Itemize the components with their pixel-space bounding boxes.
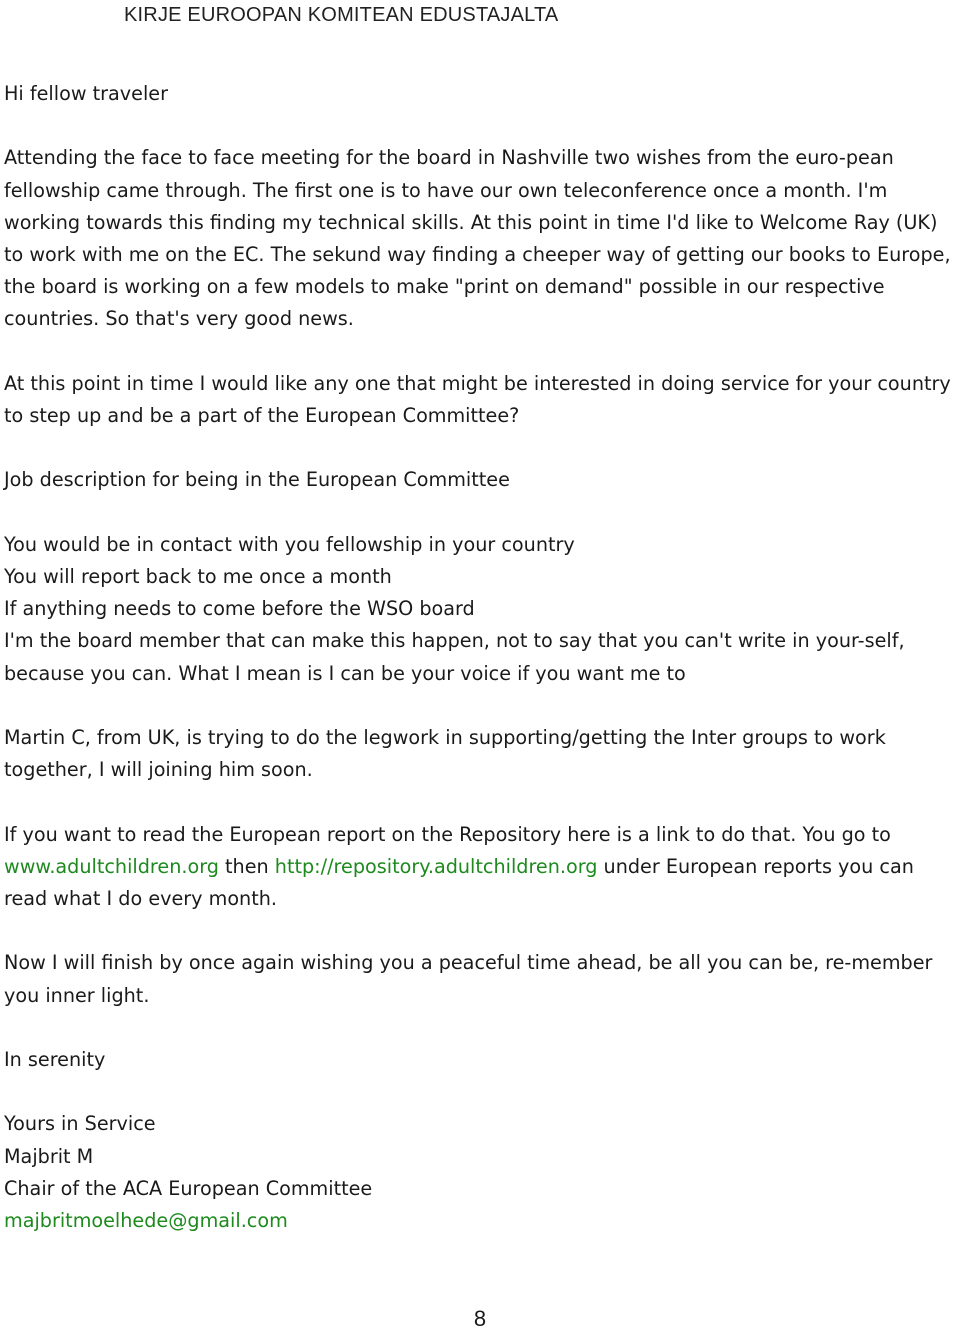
job-line-board: If anything needs to come before the WSO board bbox=[4, 597, 475, 621]
job-description-heading: Job description for being in the European Committee bbox=[4, 468, 510, 492]
repository-text-after: under European reports you can read what I do every month. bbox=[4, 854, 914, 910]
signer-name: Majbrit M bbox=[4, 1144, 94, 1168]
paragraph-teleconference: Attending the face to face meeting for the board in Nashville two wishes from the euro-pean fellowship came through. The first one is to have our own teleconference once a month. I'm working towards this finding my technical skills. At this point in time I'd like to Welcome Ray (UK) to work with me on the EC. The sekund way finding a cheeper way of getting our books to Europe, the board is working on a few models to make "print on demand" possible in our respective countries. So that's very good news. bbox=[4, 146, 951, 331]
repository-link[interactable]: http://repository.adultchildren.org bbox=[274, 854, 598, 878]
repository-text-before: If you want to read the European report on the Repository here is a link to do that. You go to bbox=[4, 822, 891, 846]
paragraph-repository bbox=[4, 819, 960, 916]
greeting: Hi fellow traveler bbox=[4, 82, 168, 105]
email-link[interactable]: majbritmoelhede@gmail.com bbox=[4, 1208, 288, 1232]
email-line bbox=[4, 1205, 960, 1237]
page-number: 8 bbox=[473, 1306, 487, 1331]
closing: In serenity bbox=[4, 1047, 106, 1071]
paragraph-service-call: At this point in time I would like any one that might be interested in doing service for your country to step up and be a part of the European Committee? bbox=[4, 371, 951, 427]
job-line-contact: You would be in contact with you fellowship in your country bbox=[4, 532, 575, 556]
paragraph-intergroups: Martin C, from UK, is trying to do the legwork in supporting/getting the Inter groups to work together, I will joining him soon. bbox=[4, 725, 886, 782]
job-line-report: You will report back to me once a month bbox=[4, 564, 392, 588]
sign-off: Yours in Service bbox=[4, 1112, 156, 1136]
job-line-voice: I'm the board member that can make this happen, not to say that you can't write in your-self, because you can. What I mean is I can be your voice if you want me to bbox=[4, 629, 905, 685]
paragraph-farewell: Now I will finish by once again wishing you a peaceful time ahead, be all you can be, re-member you inner light. bbox=[4, 951, 933, 1007]
signature-block bbox=[4, 1108, 960, 1237]
job-description-list bbox=[4, 529, 960, 690]
letter-body bbox=[4, 78, 960, 1237]
repository-text-middle: then bbox=[218, 854, 275, 878]
adultchildren-link[interactable]: www.adultchildren.org bbox=[4, 854, 219, 878]
page-header: KIRJE EUROOPAN KOMITEAN EDUSTAJALTA bbox=[124, 4, 559, 26]
signer-role: Chair of the ACA European Committee bbox=[4, 1176, 373, 1200]
